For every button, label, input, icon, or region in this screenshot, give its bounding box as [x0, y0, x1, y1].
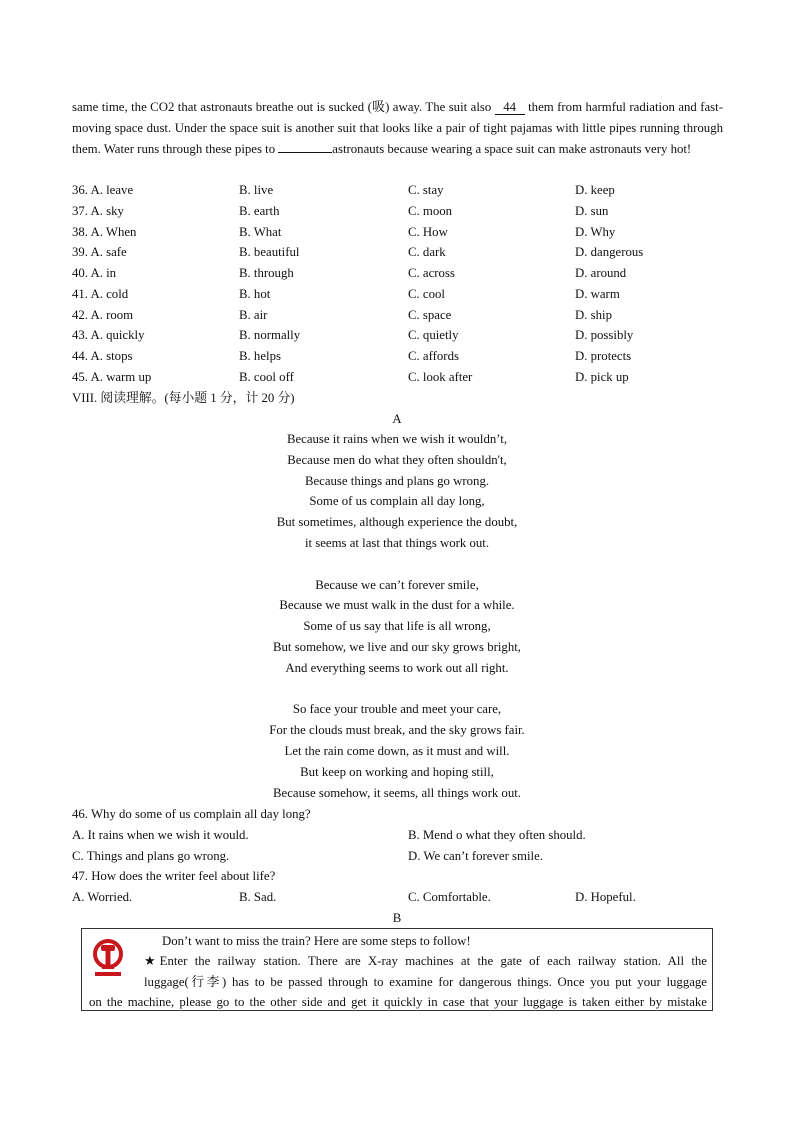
option-b: B. earth — [239, 203, 280, 218]
option-c: C. across — [408, 266, 455, 280]
cloze-options — [72, 180, 732, 388]
cloze-text-part-3: astronauts because wearing a space suit can make astronauts very hot! — [332, 141, 692, 156]
option-row-41 — [72, 284, 732, 305]
poem-line: Because we must walk in the dust for a while. — [279, 598, 515, 613]
poem-line: Because somehow, it seems, all things work out. — [273, 785, 521, 800]
poem-line: So face your trouble and meet your care, — [292, 702, 502, 717]
option-a: 41. A. cold — [72, 286, 129, 301]
passage-b-line-2: luggage(行李) has to be passed through to examine for dangerous things. Once you put your luggage — [144, 975, 707, 989]
passage-b-line-3: on the machine, please go to the other side and get it quickly in case that your luggage is taken either by mistake — [89, 995, 707, 1009]
option-c: C. How — [408, 224, 448, 239]
option-d: D. pick up — [575, 369, 629, 384]
option-row-45 — [72, 367, 732, 388]
option-a: 40. A. in — [72, 266, 117, 280]
option-d: D. dangerous — [575, 245, 644, 260]
option-d: D. ship — [575, 307, 612, 322]
poem-line: But somehow, we live and our sky grows bright, — [273, 639, 521, 654]
option-a: 37. A. sky — [72, 203, 124, 218]
option-c: C. stay — [408, 183, 444, 197]
option-d: D. warm — [575, 286, 620, 301]
option-d: D. Why — [575, 224, 616, 239]
question-47-options — [72, 887, 732, 908]
option-d: D. Hopeful. — [575, 890, 636, 904]
option-c: C. quietly — [408, 328, 459, 343]
option-d: D. keep — [575, 183, 615, 197]
option-a: 36. A. leave — [72, 183, 134, 197]
option-row-38 — [72, 222, 732, 243]
option-row-42 — [72, 305, 732, 326]
question-47 — [72, 866, 732, 887]
option-a: 43. A. quickly — [72, 328, 145, 343]
passage-a-label: A — [392, 412, 402, 426]
option-b: B. beautiful — [239, 245, 300, 260]
option-c: C. Things and plans go wrong. — [72, 848, 230, 863]
option-row-44 — [72, 346, 732, 367]
option-c: C. dark — [408, 245, 446, 260]
poem-line: Some of us complain all day long, — [309, 494, 485, 509]
poem-line: Because men do what they often shouldn't, — [287, 452, 507, 467]
option-a: 42. A. room — [72, 307, 134, 322]
poem-line: For the clouds must break, and the sky grows fair. — [269, 723, 525, 738]
passage-b-line-1: ★Enter the railway station. There are X-ray machines at the gate of each railway station. All the — [144, 954, 707, 968]
blank-45 — [278, 152, 332, 153]
option-d: D. possibly — [575, 328, 634, 343]
poem — [0, 429, 794, 803]
option-d: D. We can’t forever smile. — [408, 848, 543, 863]
option-row-40 — [72, 263, 732, 284]
option-row-39 — [72, 242, 732, 263]
questions-a — [72, 804, 732, 908]
poem-line: it seems at last that things work out. — [304, 535, 490, 550]
option-a: A. It rains when we wish it would. — [72, 827, 249, 842]
question-47-stem: 47. How does the writer feel about life? — [72, 869, 276, 884]
option-c: C. moon — [408, 203, 453, 218]
option-d: D. sun — [575, 203, 609, 218]
stanza-gap — [0, 679, 794, 700]
option-c: C. space — [408, 307, 452, 322]
option-a: 45. A. warm up — [72, 369, 152, 384]
option-row-43 — [72, 325, 732, 346]
poem-line: And everything seems to work out all right. — [285, 660, 509, 675]
question-46-stem: 46. Why do some of us complain all day long? — [72, 807, 311, 821]
option-c: C. look after — [408, 369, 473, 384]
question-46-options-cd — [72, 846, 732, 867]
option-b: B. live — [239, 183, 274, 197]
poem-line: Let the rain come down, as it must and will. — [284, 743, 510, 758]
poem-line: Because we can’t forever smile, — [315, 577, 479, 592]
option-row-37 — [72, 201, 732, 222]
option-a: 39. A. safe — [72, 245, 127, 260]
passage-b-label: B — [392, 911, 402, 925]
poem-line: Some of us say that life is all wrong, — [303, 619, 491, 634]
cloze-text-part-1: same time, the CO2 that astronauts breathe out is sucked (吸) away. The suit also — [72, 100, 495, 114]
option-b: B. through — [239, 266, 294, 280]
option-b: B. air — [239, 307, 268, 322]
option-b: B. Mend o what they often should. — [408, 827, 586, 842]
option-a: A. Worried. — [72, 890, 133, 904]
china-railway-logo-icon — [91, 939, 125, 977]
poem-line: Because it rains when we wish it wouldn’t, — [286, 432, 508, 446]
option-b: B. normally — [239, 328, 301, 343]
cloze-text-part-2: them from harmful radiation and fast-moving space dust. Under the space suit is another suit that looks like a pair of tight pajamas with little pipes running through them. Water runs through these pipes to — [72, 100, 723, 156]
blank-44: 44 — [495, 100, 525, 115]
option-a: 38. A. When — [72, 224, 137, 239]
option-b: B. Sad. — [239, 890, 277, 904]
question-46 — [72, 804, 732, 825]
option-c: C. affords — [408, 349, 459, 363]
poem-line: But sometimes, although experience the doubt, — [276, 515, 518, 530]
option-row-36 — [72, 180, 732, 201]
option-d: D. protects — [575, 349, 632, 363]
question-46-options-ab — [72, 825, 732, 846]
option-a: 44. A. stops — [72, 349, 133, 363]
poem-line: But keep on working and hoping still, — [300, 764, 494, 779]
option-c: C. Comfortable. — [408, 890, 491, 904]
option-c: C. cool — [408, 286, 445, 301]
option-b: B. helps — [239, 349, 281, 363]
section-heading: VIII. 阅读理解。(每小题 1 分，计 20 分) — [72, 391, 295, 405]
cloze-passage — [72, 97, 723, 159]
stanza-gap — [0, 554, 794, 575]
option-b: B. What — [239, 224, 282, 239]
option-b: B. cool off — [239, 369, 294, 384]
option-b: B. hot — [239, 286, 271, 301]
option-d: D. around — [575, 266, 627, 280]
poem-line: Because things and plans go wrong. — [304, 473, 490, 488]
cloze-text — [72, 97, 723, 159]
passage-b-box — [81, 928, 713, 1011]
passage-b-intro: Don’t want to miss the train? Here are some steps to follow! — [162, 934, 471, 948]
